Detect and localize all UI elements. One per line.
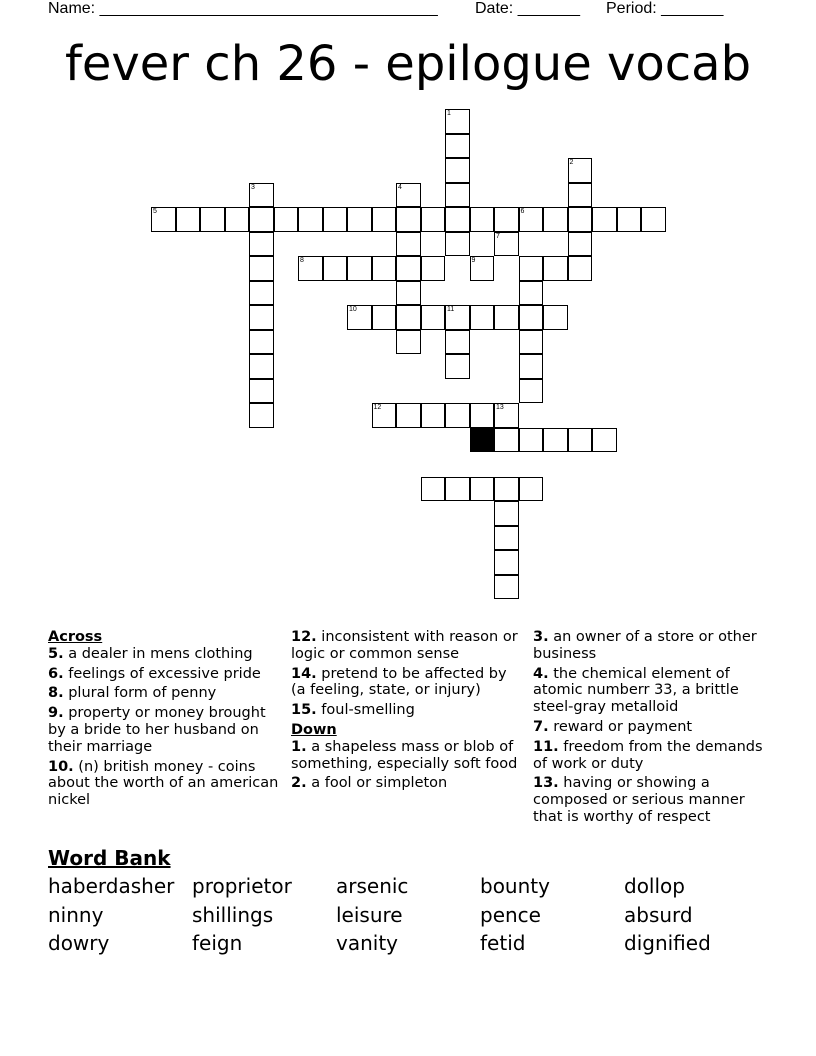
crossword-cell[interactable]	[494, 477, 519, 502]
word-bank-word: fetid	[480, 931, 526, 955]
word-bank-word: dignified	[624, 931, 711, 955]
crossword-cell[interactable]	[323, 256, 348, 281]
word-bank-word: absurd	[624, 902, 693, 927]
crossword-cell[interactable]	[445, 330, 470, 355]
crossword-cell[interactable]	[519, 428, 544, 453]
crossword-cell[interactable]	[568, 256, 593, 281]
crossword-cell[interactable]	[568, 207, 593, 232]
clue-number: 3	[251, 183, 255, 191]
crossword-cell[interactable]	[445, 232, 470, 257]
crossword-cell[interactable]	[249, 354, 274, 379]
crossword-cell[interactable]	[249, 305, 274, 330]
crossword-cell[interactable]	[445, 403, 470, 428]
crossword-cell[interactable]	[445, 305, 470, 330]
crossword-cell[interactable]	[298, 256, 323, 281]
clue-number: 7	[496, 232, 500, 240]
clue-number: 12	[373, 404, 382, 411]
crossword-cell[interactable]	[494, 207, 519, 232]
crossword-cell[interactable]	[519, 305, 544, 330]
crossword-cell[interactable]	[445, 134, 470, 159]
crossword-cell[interactable]	[249, 256, 274, 281]
crossword-cell[interactable]	[421, 477, 446, 502]
period-field-label: Period: _______	[606, 0, 724, 17]
crossword-cell[interactable]	[298, 207, 323, 232]
crossword-cell[interactable]	[494, 428, 519, 453]
crossword-cell[interactable]	[519, 477, 544, 502]
crossword-cell[interactable]	[249, 379, 274, 404]
clue-across-10: 10. (n) british money - coins about the worth of an american nickel	[48, 758, 279, 809]
clue-number: 13	[496, 404, 504, 411]
crossword-cell[interactable]	[249, 183, 274, 208]
crossword-cell[interactable]	[445, 158, 470, 183]
word-bank-word: dowry	[48, 931, 110, 955]
page-title: fever ch 26 - epilogue vocab	[64, 36, 752, 92]
crossword-cell[interactable]	[568, 428, 593, 453]
clue-across-5: 5. a dealer in mens clothing	[48, 645, 253, 662]
crossword-cell[interactable]	[519, 354, 544, 379]
crossword-cell[interactable]	[372, 256, 397, 281]
clue-across-8: 8. plural form of penny	[48, 685, 217, 702]
crossword-cell[interactable]	[396, 256, 421, 281]
down-heading: Down	[291, 721, 337, 738]
clue-down-11: 11. freedom from the demands of work or duty	[533, 738, 763, 772]
crossword-cell[interactable]	[347, 305, 372, 330]
crossword-cell[interactable]	[274, 207, 299, 232]
crossword-cell[interactable]	[347, 256, 372, 281]
word-bank-word: arsenic	[336, 874, 409, 898]
crossword-cell[interactable]	[470, 256, 495, 281]
crossword-cell[interactable]	[519, 256, 544, 281]
crossword-cell[interactable]	[494, 305, 519, 330]
crossword-cell[interactable]	[396, 183, 421, 208]
crossword-cell[interactable]	[568, 183, 593, 208]
crossword-cell[interactable]	[249, 232, 274, 257]
crossword-cell[interactable]	[445, 477, 470, 502]
crossword-cell[interactable]	[176, 207, 201, 232]
crossword-cell[interactable]	[396, 330, 421, 355]
crossword-cell[interactable]	[396, 305, 421, 330]
crossword-cell[interactable]	[396, 281, 421, 306]
crossword-cell[interactable]	[396, 207, 421, 232]
clue-number: 9	[471, 257, 476, 264]
crossword-cell[interactable]	[396, 232, 421, 257]
crossword-cell[interactable]	[421, 207, 446, 232]
crossword-cell[interactable]	[494, 526, 519, 551]
clue-down-1: 1. a shapeless mass or blob of something, especially soft food	[291, 738, 518, 772]
crossword-cell[interactable]	[543, 305, 568, 330]
crossword-cell[interactable]	[617, 207, 642, 232]
clue-number: 5	[153, 208, 157, 215]
crossword-cell[interactable]	[372, 403, 397, 428]
crossword-cell[interactable]	[543, 207, 568, 232]
crossword-cell[interactable]	[347, 207, 372, 232]
word-bank-word: ninny	[48, 902, 104, 927]
crossword-cell[interactable]	[494, 403, 519, 428]
crossword-cell[interactable]	[249, 403, 274, 428]
crossword-cell[interactable]	[225, 207, 250, 232]
crossword-cell[interactable]	[568, 158, 593, 183]
word-bank-word: haberdasher	[48, 874, 175, 898]
clue-down-2: 2. a fool or simpleton	[291, 775, 448, 792]
clue-number: 2	[569, 159, 574, 166]
crossword-cell[interactable]	[249, 281, 274, 306]
crossword-cell[interactable]	[421, 305, 446, 330]
clue-across-6: 6. feelings of excessive pride	[48, 665, 261, 682]
clue-across-12: 12. inconsistent with reason or logic or common sense	[291, 629, 518, 662]
crossword-cell[interactable]	[421, 256, 446, 281]
crossword-cell[interactable]	[641, 207, 666, 232]
crossword-black-cell	[470, 428, 495, 453]
clue-number: 11	[447, 306, 455, 313]
crossword-cell[interactable]	[372, 207, 397, 232]
word-bank-word: bounty	[480, 874, 550, 898]
crossword-cell[interactable]	[470, 207, 495, 232]
clue-down-3: 3. an owner of a store or other business	[533, 629, 757, 662]
name-field-label: Name: ______________________________________	[48, 0, 438, 17]
crossword-cell[interactable]	[421, 403, 446, 428]
crossword-cell[interactable]	[249, 330, 274, 355]
word-bank-word: vanity	[336, 931, 399, 955]
crossword-cell[interactable]	[592, 428, 617, 453]
date-field-label: Date: _______	[475, 0, 580, 17]
crossword-cell[interactable]	[396, 403, 421, 428]
crossword-cell[interactable]	[543, 428, 568, 453]
clue-number: 1	[447, 110, 451, 117]
crossword-cell[interactable]	[494, 232, 519, 257]
clues-column-1	[48, 629, 280, 812]
word-bank-word: shillings	[192, 902, 274, 927]
clue-across-9: 9. property or money brought by a bride to her husband on their marriage	[48, 705, 266, 755]
word-bank-word: proprietor	[192, 874, 292, 898]
crossword-cell[interactable]	[568, 232, 593, 257]
clue-number: 8	[300, 257, 304, 264]
clue-number: 4	[398, 183, 402, 191]
word-bank-word: leisure	[336, 902, 403, 927]
clues-column-2	[291, 629, 523, 795]
crossword-cell[interactable]	[470, 305, 495, 330]
clues-column-3	[533, 629, 765, 829]
crossword-cell[interactable]	[519, 281, 544, 306]
crossword-cell[interactable]	[372, 305, 397, 330]
crossword-cell[interactable]	[470, 477, 495, 502]
crossword-cell[interactable]	[200, 207, 225, 232]
crossword-cell[interactable]	[151, 207, 176, 232]
clue-down-13: 13. having or showing a composed or serious manner that is worthy of respect	[533, 775, 745, 825]
word-bank-word: feign	[192, 931, 243, 955]
crossword-cell[interactable]	[249, 207, 274, 232]
crossword-cell[interactable]	[494, 501, 519, 526]
crossword-cell[interactable]	[592, 207, 617, 232]
crossword-cell[interactable]	[519, 330, 544, 355]
crossword-cell[interactable]	[445, 207, 470, 232]
word-bank-word: pence	[480, 902, 541, 927]
crossword-cell[interactable]	[543, 256, 568, 281]
word-bank-title: Word Bank	[48, 846, 171, 870]
crossword-cell[interactable]	[470, 403, 495, 428]
crossword-cell[interactable]	[445, 109, 470, 134]
word-bank-word: dollop	[624, 874, 685, 898]
clue-number: 6	[520, 208, 525, 215]
clue-down-7: 7. reward or payment	[533, 718, 693, 735]
across-heading: Across	[48, 629, 103, 645]
crossword-cell[interactable]	[445, 354, 470, 379]
crossword-cell[interactable]	[494, 575, 519, 600]
crossword-cell[interactable]	[494, 550, 519, 575]
crossword-cell[interactable]	[519, 207, 544, 232]
crossword-cell[interactable]	[445, 183, 470, 208]
clue-across-15: 15. foul-smelling	[291, 702, 415, 719]
crossword-cell[interactable]	[519, 379, 544, 404]
clue-across-14: 14. pretend to be affected by (a feeling, state, or injury)	[291, 665, 507, 699]
clue-number: 10	[349, 306, 357, 313]
clue-down-4: 4. the chemical element of atomic numberr 33, a brittle steel-gray metalloid	[533, 665, 739, 716]
crossword-cell[interactable]	[323, 207, 348, 232]
